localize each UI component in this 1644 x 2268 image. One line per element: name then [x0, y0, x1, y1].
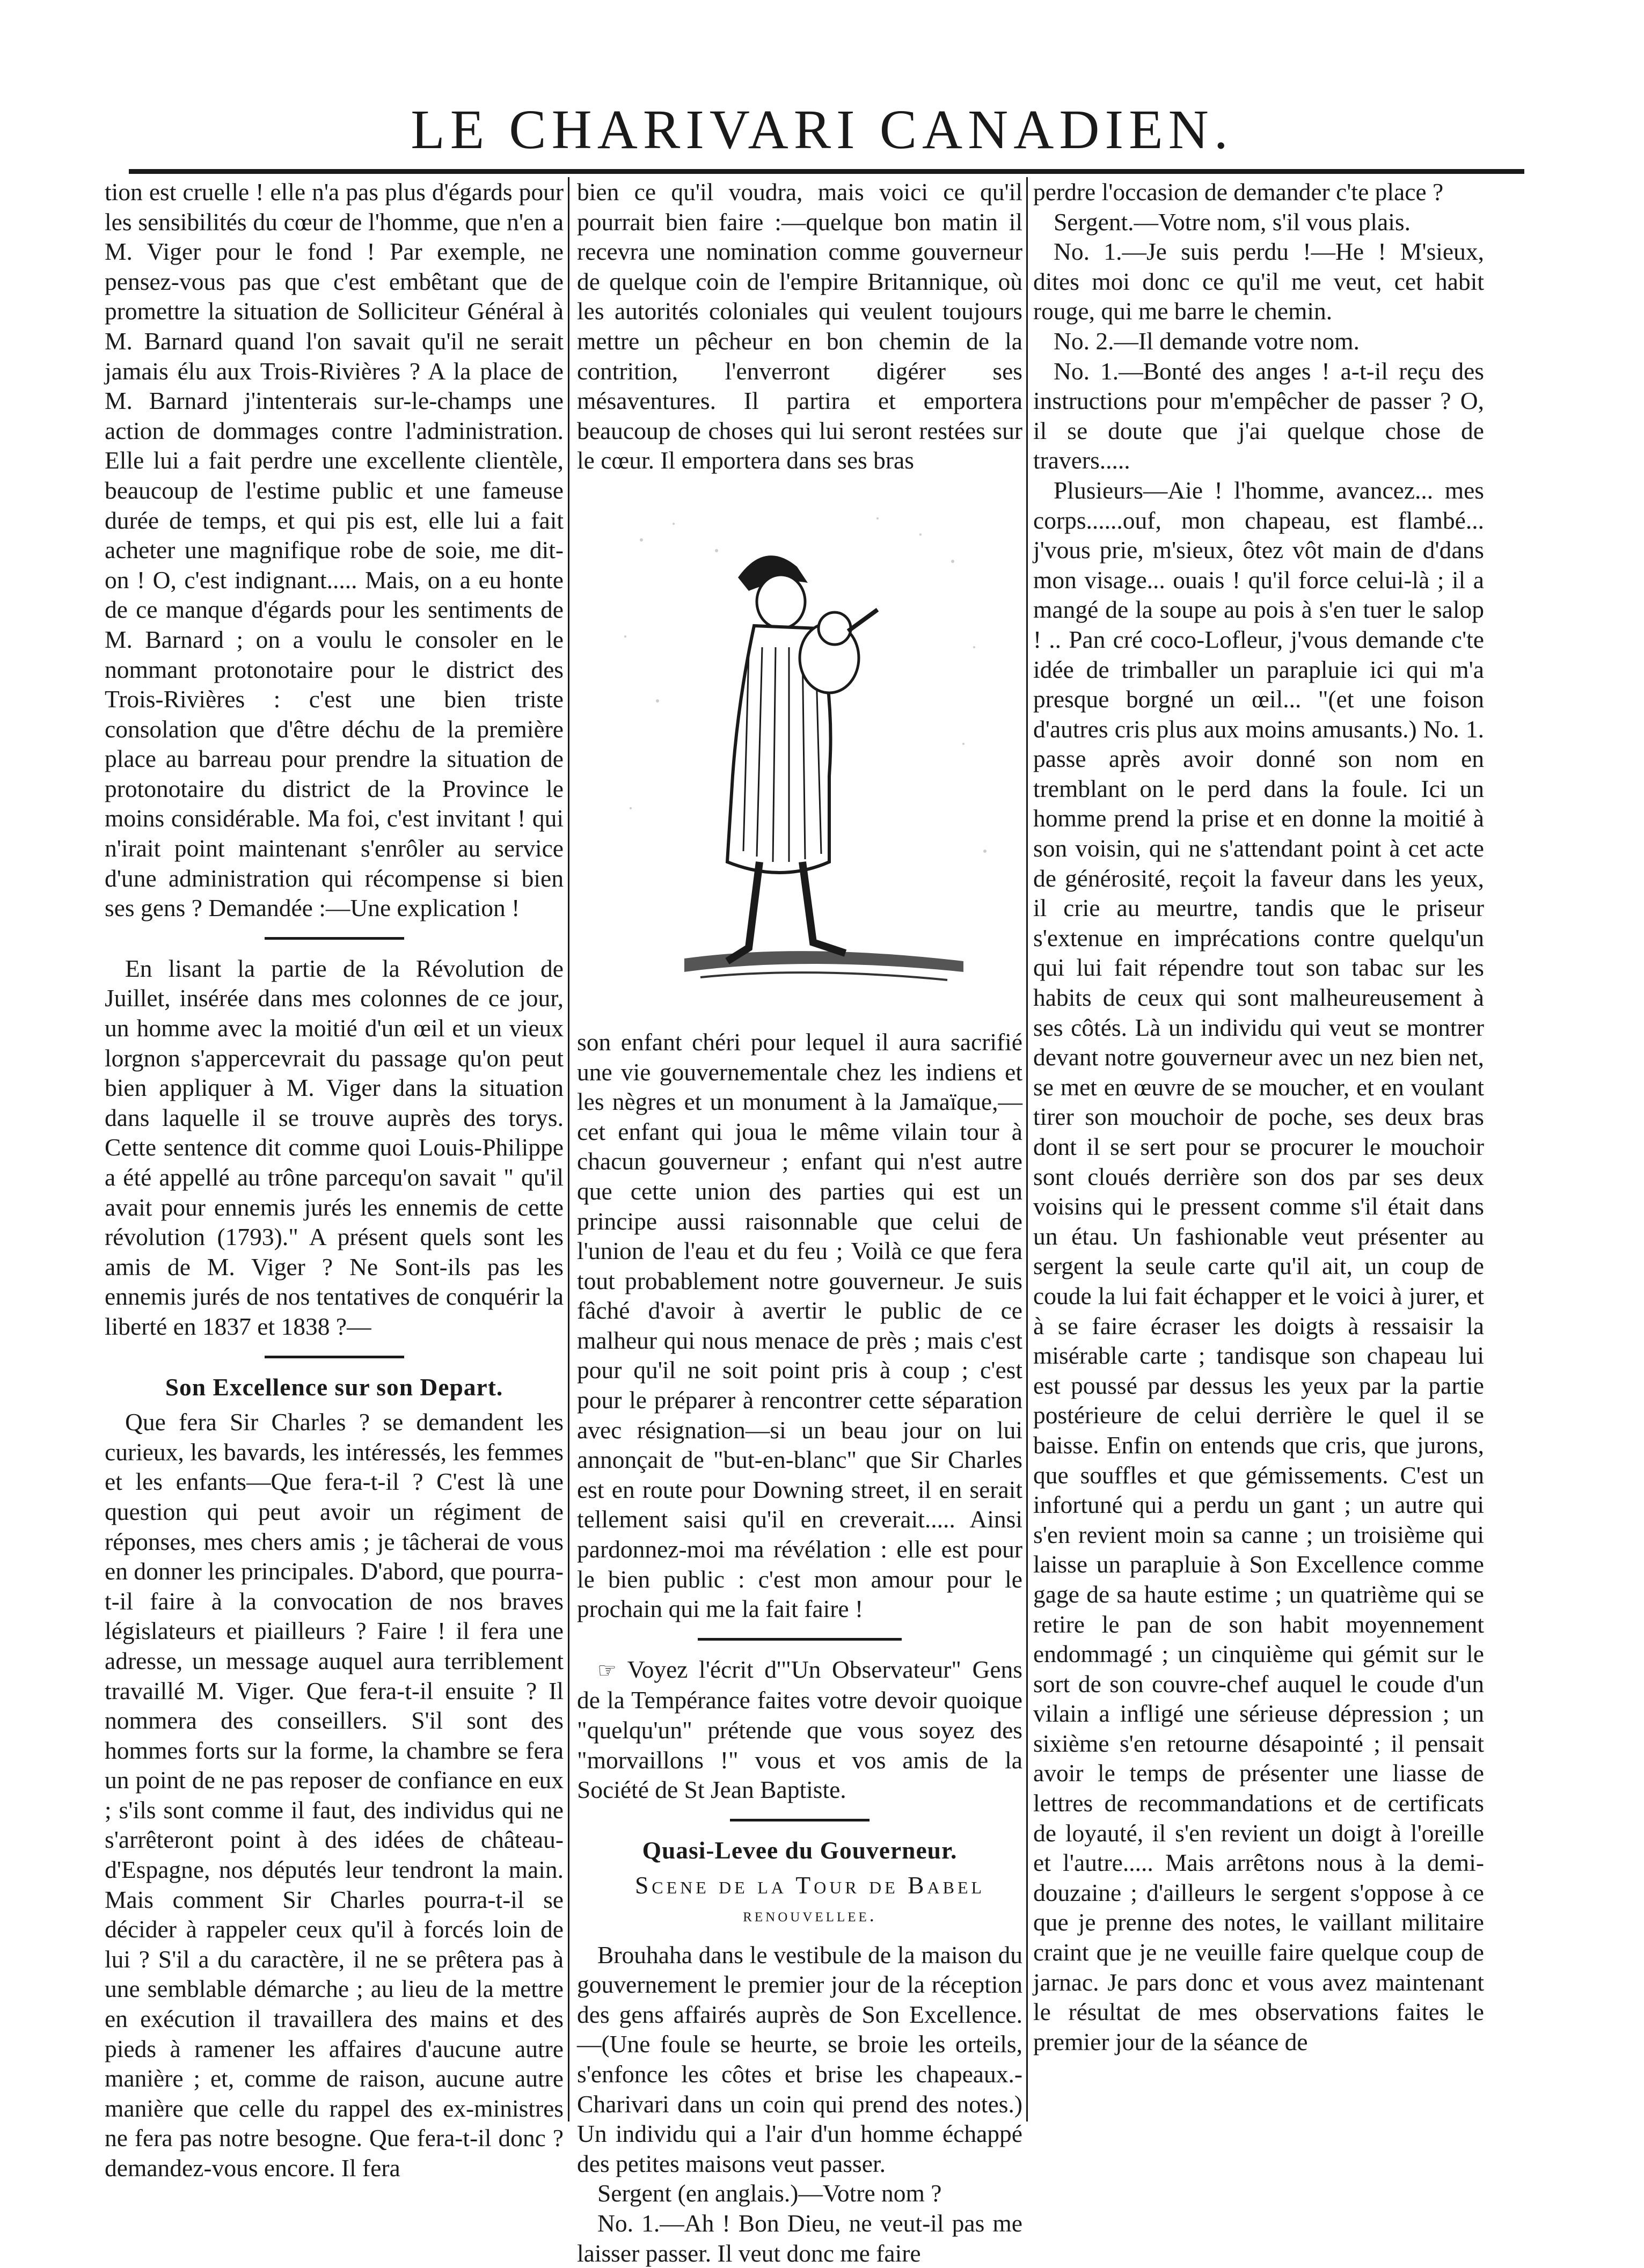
paragraph-no1-perdu: No. 1.—Je suis perdu !—He ! M'sieux, dites moi donc ce qu'il me veut, cet habit rouge, qui me barre le chemin.: [1033, 238, 1484, 325]
paragraph-viger-barnard: tion est cruelle ! elle n'a pas plus d'égards pour les sensibilités du cœur de l'homme, que n'en a M. Viger pour le fond ! Par exemple, ne pensez-vous pas que c'est embêtant que de promettre la situation de Solliciteur Général à M. Barnard quand l'on savait qu'il ne serait jamais élu aux Trois-Rivières ? A la place de M. Barnard j'intenterais sur-le-champs une action de dommages contre l'administration. Elle lui a fait perdre une excellente clientèle, beaucoup de l'estime public et une fameuse durée de temps, et qui pis est, elle lui a fait acheter une magnifique robe de soie, me dit-on ! O, c'est indignant..... Mais, on a eu honte de ce manque d'égards pour les sentiments de M. Barnard ; on a voulu le consoler en le nommant protonotaire pour le district des Trois-Rivières : c'est une bien triste consolation que d'être déchu de la première place au barreau pour prendre la situation de protonotaire du district de la Province le moins considérable. Ma foi, c'est invitant ! qui n'irait point maintenant s'enrôler au service d'une administration qui récompense si bien ses gens ? Demandée :—Une explication !: [105, 178, 564, 922]
paragraph-sir-charles: Que fera Sir Charles ? se demandent les curieux, les bavards, les intéressés, les femmes et les enfants—Que fera-t-il ? C'est là une question qui peut avoir un régiment de réponses, mes chers amis ; je tâcherai de vous en donner les principales. D'abord, que pourra-t-il faire à la convocation de nos braves législateurs et piailleurs ? Faire ! il fera une adresse, un message auquel aura terriblement travaillé M. Viger. Que fera-t-il ensuite ? Il nommera des conseillers. S'il sont des hommes forts sur la forme, la chambre se fera un point de ne pas reposer de confiance en eux ; s'ils sont comme il faut, des individus qui ne s'arrêteront point à des idées de château-d'Espagne, nos députés leur tendront la main. Mais comment Sir Charles pourra-t-il se décider à rappeler ceux qu'il à forcés loin de lui ? S'il a du caractère, il ne se prêtera pas à une semblable démarche ; au lieu de la mettre en exécution il travaillera des mains et des pieds à ramener les affaires d'aucune autre manière ; et, comme de raison, aucune autre manière que celle du rappel des ex-ministres ne fera pas notre besogne. Que fera-t-il donc ? demandez-vous encore. Il fera: [105, 1408, 564, 2182]
paragraph-sergent-nom: Sergent.—Votre nom, s'il vous plais.: [1054, 208, 1411, 236]
column-divider-1: [568, 177, 569, 2121]
notice-text: Voyez l'écrit d'"Un Observateur" Gens de la Tempérance faites votre devoir quoique "quelqu'un" prétende que vous soyez des "morvaillons !" vous et vos amis de la Société de St Jean Baptiste.: [577, 1655, 1022, 1804]
column-1: [105, 177, 564, 2182]
masthead-rule: [129, 169, 1524, 174]
separator-rule: [265, 937, 404, 940]
paragraph-brouhaha: Brouhaha dans le vestibule de la maison du gouvernement le premier jour de la réception des gens affairés auprès de Son Excellence.—(Une foule se heurte, se broie les orteils, s'enfonce les côtes et brise les chapeaux.-Charivari dans un coin qui prend des notes.) Un individu qui a l'air d'un homme échappé des petites maisons veut passer.: [577, 1941, 1022, 2177]
article-subheading: Scene de la Tour de Babel: [634, 1871, 985, 1899]
article-subheading-2: renouvellee.: [743, 1904, 877, 1926]
article-heading-depart: Son Excellence sur son Depart.: [165, 1373, 503, 1401]
paragraph-plusieurs: Plusieurs—Aie ! l'homme, avancez... mes corps......ouf, mon chapeau, est flambé... j'vous prie, m'sieux, ôtez vôt main de d'dans mon visage... ouais ! qu'il force celui-là ; il a mangé de la soupe au pois à s'en tuer le salop ! .. Pan cré coco-Lofleur, j'vous demande c'te idée de trimballer un parapluie ici qui m'a presque borgné un œil... "(et une foison d'autres cris plus aux moins amusants.) No. 1. passe après avoir donné son nom en tremblant on le perd dans la foule. Ici un homme prend la prise et en donne la moitié à son voisin, qui ne s'attendant point à cet acte de générosité, reçoit la faveur dans les yeux, il crie au meurtre, tandis que le priseur s'extenue en imprécations contre quelqu'un qui lui fait répendre tout son tabac sur les habits de ceux qui sont malheureusement à ses côtés. Là un individu qui veut se montrer devant notre gouverneur avec un nez bien net, se met en œuvre de se moucher, et en voulant tirer son mouchoir de poche, ses deux bras dont il se sert pour se procurer le mouchoir sont cloués derrière son dos par ses deux voisins qui le pressent comme s'il était dans un étau. Un fashionable veut présenter au sergent la seule carte qu'il ait, un coup de coude la lui fait échapper et le voici à jurer, et à se faire écraser les doigts à ressaisir la misérable carte ; tandisque son chapeau lui est poussé par dessus les yeux par la partie postérieure de celui derrière le quel il se baisse. Enfin on entends que cris, que jurons, que souffles et que gémissements. C'est un infortuné qui a perdu un gant ; un autre qui s'en revient moin sa canne ; un troisième qui laisse un parapluie à Son Excellence comme gage de sa haute estime ; un quatrième qui se retire le pan de son habit moyennement endommagé ; un cinquième qui gémit sur le sort de son couvre-chef auquel le coude d'un vilain a infligé une sérieuse dépression ; un sixième s'en retourne désapointé ; il pensait avoir le temps de présenter une liasse de lettres de recommandations et de certificats de loyauté, il s'en revient un doigt à l'oreille et l'autre..... Mais arrêtons nous à la demi-douzaine ; d'ailleurs le sergent s'oppose à ce que je prenne des notes, le vaillant militaire craint que je ne veuille faire quelque coup de jarnac. Je pars donc et vous avez maintenant le résultat de mes observations faites le premier jour de la séance de: [1033, 476, 1484, 2055]
masthead-title: LE CHARIVARI CANADIEN.: [411, 99, 1233, 160]
paragraph-sergent: Sergent (en anglais.)—Votre nom ?: [597, 2179, 942, 2207]
separator-rule: [698, 1638, 902, 1641]
man-carrying-child-figure: [577, 475, 1022, 1018]
notice-temperance: [577, 1655, 1022, 1805]
paragraph-revolution-juillet: En lisant la partie de la Révolution de Juillet, insérée dans mes colonnes de ce jour, un homme avec la moitié d'un œil et un vieux lorgnon s'appercevrait du passage qu'on peut bien appliquer à M. Viger dans la situation dans laquelle il se trouve auprès des torys. Cette sentence dit comme quoi Louis-Philippe a été appellé au trône parcequ'on savait " qu'il avait pour ennemis jurés les ennemis de cette révolution (1793)." A présent quels sont les amis de M. Viger ? Ne Sont-ils pas les ennemis jurés de nos tentatives de conquérir la liberté en 1837 et 1838 ?—: [105, 954, 564, 1340]
article-heading-levee: Quasi-Levee du Gouverneur.: [642, 1836, 958, 1864]
column-2: [577, 177, 1022, 2267]
separator-rule: [265, 1356, 404, 1358]
paragraph-enfant-cheri: son enfant chéri pour lequel il aura sacrifié une vie gouvernementale chez les indiens et les nègres et un monument à la Jamaïque,—cet enfant qui joua le même vilain tour à chacun gouverneur ; enfant qui n'est autre que cette union des parties qui est un principe aussi raisonnable que celui de l'union de l'eau et du feu ; Voilà ce que fera tout probablement notre gouverneur. Je suis fâché d'avoir à avertir le public de ce malheur qui nous menace de près ; mais c'est pour qu'il ne soit point pris à coup ; c'est pour le préparer à rencontrer cette séparation avec résignation—si un beau jour on lui annonçait de "but-en-blanc" que Sir Charles est en route pour Downing street, il en serait tellement saisi qu'il en creverait..... Ainsi pardonnez-moi ma révélation : elle est pour le bien public : c'est mon amour pour le prochain qui me la fait faire !: [577, 1028, 1022, 1623]
pointing-hand-icon: ☞: [597, 1658, 617, 1682]
column-3: [1033, 177, 1484, 2121]
paragraph-no1: No. 1.—Ah ! Bon Dieu, ne veut-il pas me laisser passer. Il veut donc me faire: [577, 2209, 1022, 2267]
paragraph-place: perdre l'occasion de demander c'te place ?: [1033, 178, 1444, 206]
column-divider-2: [1026, 177, 1028, 2121]
paragraph-no2: No. 2.—Il demande votre nom.: [1054, 327, 1360, 355]
illustration-engraving: [577, 475, 1022, 1018]
paragraph-gouverneur-nomination: bien ce qu'il voudra, mais voici ce qu'il pourrait bien faire :—quelque bon matin il recevra une nomination comme gouverneur de quelque coin de l'empire Britannique, où les autorités coloniales qui veulent toujours mettre un pêcheur en bon chemin de la contrition, l'enverront digérer ses mésaventures. Il partira et emportera beaucoup de choses qui lui seront restées sur le cœur. Il emportera dans ses bras: [577, 178, 1022, 474]
paragraph-no1-anges: No. 1.—Bonté des anges ! a-t-il reçu des instructions pour m'empêcher de passer ? O, il se doute que j'ai quelque chose de travers.....: [1033, 357, 1484, 474]
separator-rule: [730, 1819, 870, 1821]
